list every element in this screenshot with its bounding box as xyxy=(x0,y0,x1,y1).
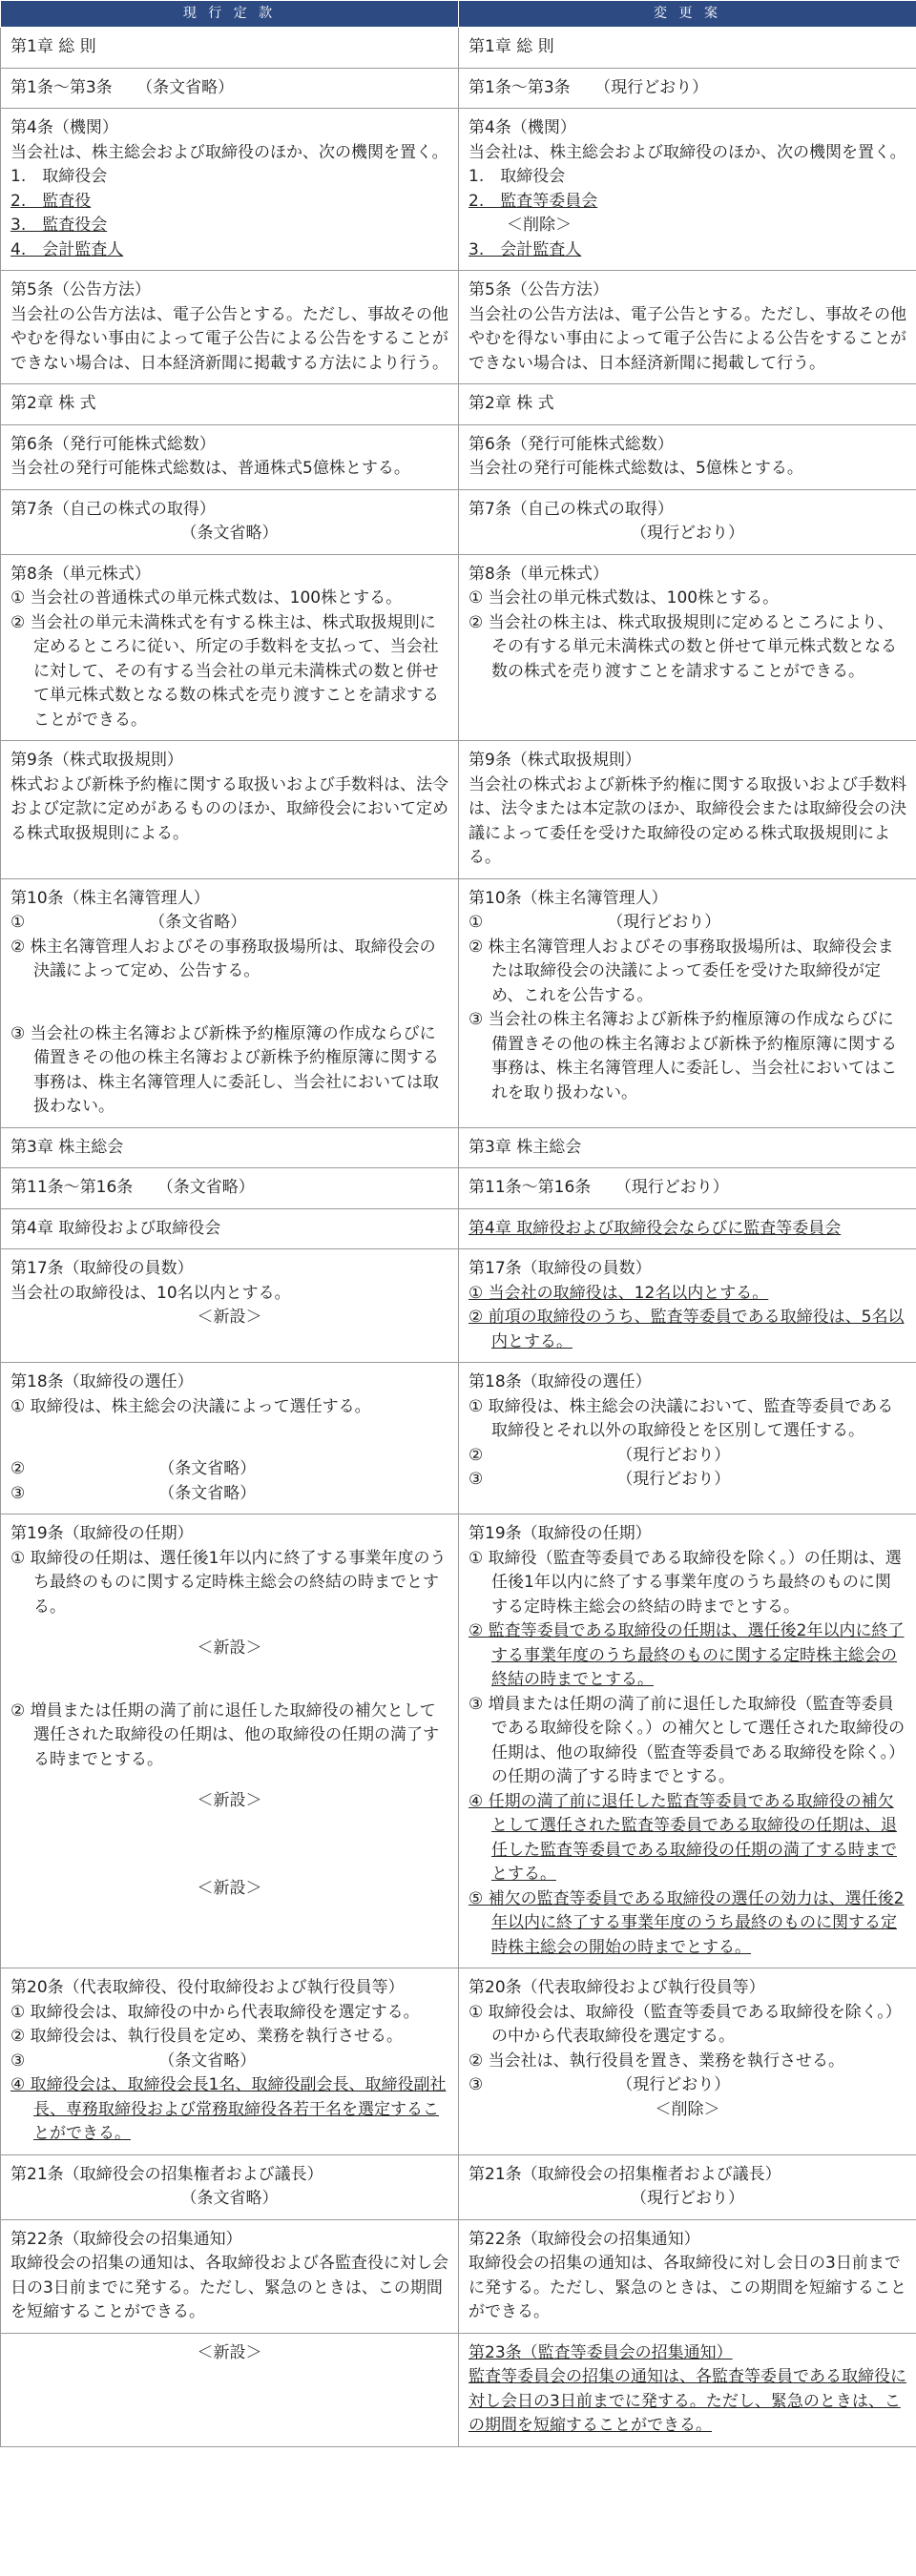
article-title: 第19条（取締役の任期） xyxy=(468,1524,652,1543)
article-title: 第18条（取締役の選任） xyxy=(10,1372,194,1391)
clause: ② 増員または任期の満了前に退任した取締役の補欠として選任された取締役の任期は、他の取締役の任期の満了する時までとする。 xyxy=(10,1700,439,1769)
omitted-marker: （条文省略） xyxy=(180,2189,279,2208)
clause-number: ① xyxy=(468,913,484,932)
article-title: 第10条（株主名簿管理人） xyxy=(10,888,210,908)
new-marker: ＜新設＞ xyxy=(197,1638,262,1658)
spacer xyxy=(10,1661,448,1700)
article-text: 当会社の株式および新株予約権に関する取扱いおよび手数料は、法令または本定款のほか、取締役会または取締役会の決議によって委任を受けた取締役の定める株式取扱規則による。 xyxy=(468,774,906,867)
article-cell xyxy=(459,2154,916,2219)
article-cell xyxy=(459,1249,916,1363)
unchanged-marker: （現行どおり） xyxy=(616,2075,731,2094)
list-item: 4. 会計監査人 xyxy=(10,239,124,259)
new-marker: ＜新設＞ xyxy=(197,1878,262,1898)
table-row xyxy=(1,384,916,425)
table-row xyxy=(1,1363,916,1515)
chapter-heading-text: 第4章 取締役および取締役会ならびに監査等委員会 xyxy=(468,1218,842,1238)
chapter-heading xyxy=(459,1208,916,1249)
unchanged-marker: （現行どおり） xyxy=(607,913,721,932)
article-title: 第19条（取締役の任期） xyxy=(10,1524,194,1543)
clause: ② 当会社の株主は、株式取扱規則に定めるところにより、その有する単元未満株式の数と併せて単元株式数となる数の株式を売り渡すことを請求することができる。 xyxy=(468,612,897,681)
clause xyxy=(468,911,906,936)
article-cell xyxy=(459,1515,916,1968)
spacer xyxy=(10,1619,448,1637)
clause-number: ③ xyxy=(468,2075,484,2094)
article-text: 第11条～第16条 （現行どおり） xyxy=(468,1178,729,1197)
table-row xyxy=(1,28,916,69)
clause: ⑤ 補欠の監査等委員である取締役の選任の効力は、選任後2年以内に終了する事業年度のうち最終のものに関する定時株主総会の開始の時までとする。 xyxy=(468,1888,905,1957)
clause-number: ① xyxy=(10,913,26,932)
clause: ② 監査等委員である取締役の任期は、選任後2年以内に終了する事業年度のうち最終のものに関する定時株主総会の終結の時までとする。 xyxy=(468,1621,905,1689)
article-cell xyxy=(459,424,916,489)
article-text: 当会社は、株主総会および取締役のほか、次の機関を置く。 xyxy=(10,142,448,162)
table-row xyxy=(1,489,916,554)
clause: ② 当会社は、執行役員を置き、業務を執行させる。 xyxy=(468,2050,844,2071)
omitted-marker: （条文省略） xyxy=(180,524,279,543)
chapter-heading: 第3章 株主総会 xyxy=(459,1127,916,1168)
clause-number: ② xyxy=(10,1459,26,1478)
clause: ② 株主名簿管理人およびその事務取扱場所は、取締役会または取締役会の決議によって委任を受けた取締役が定め、これを公告する。 xyxy=(468,937,894,1005)
article-title: 第17条（取締役の員数） xyxy=(10,1259,194,1278)
article-cell xyxy=(1,1363,459,1515)
article-text: 取締役会の招集の通知は、各取締役および各監査役に対し会日の3日前までに発する。ただし、緊急のときは、この期間を短縮することができる。 xyxy=(10,2254,448,2321)
article-title: 第20条（代表取締役、役付取締役および執行役員等） xyxy=(10,1978,405,1997)
article-title: 第23条（監査等委員会の招集通知） xyxy=(468,2342,733,2362)
clause: ③ 当会社の株主名簿および新株予約権原簿の作成ならびに備置きその他の株主名簿および新株予約権原簿に関する事務は、株主名簿管理人に委託し、当会社においては取扱わない。 xyxy=(10,1023,439,1116)
header-current: 現 行 定 款 xyxy=(1,1,459,28)
article-cell xyxy=(1,2154,459,2219)
new-marker: ＜新設＞ xyxy=(197,2342,262,2362)
clause xyxy=(468,1444,906,1469)
clause: ① 当会社の普通株式の単元株式数は、100株とする。 xyxy=(10,588,403,608)
spacer xyxy=(10,984,448,1022)
article-title: 第21条（取締役会の招集権者および議長） xyxy=(10,2164,323,2184)
spacer xyxy=(10,1772,448,1789)
table-row xyxy=(1,271,916,384)
unchanged-marker: （現行どおり） xyxy=(631,524,744,543)
omitted-marker: （条文省略） xyxy=(158,1483,257,1503)
table-row xyxy=(1,1168,916,1209)
article-title: 第5条（公告方法） xyxy=(468,280,609,299)
article-title: 第18条（取締役の選任） xyxy=(468,1372,652,1391)
clause xyxy=(468,2073,906,2098)
unchanged-marker: （現行どおり） xyxy=(631,2189,744,2208)
article-cell xyxy=(459,2333,916,2446)
unchanged-marker: （現行どおり） xyxy=(616,1445,731,1465)
article-cell xyxy=(459,68,916,109)
article-title: 第7条（自己の株式の取得） xyxy=(468,499,674,519)
article-text: 当会社の取締役は、10名以内とする。 xyxy=(10,1283,291,1303)
list-item: 2. 監査役 xyxy=(10,191,92,211)
article-title: 第8条（単元株式） xyxy=(10,564,151,584)
chapter-heading: 第2章 株 式 xyxy=(1,384,459,425)
article-text: 監査等委員会の招集の通知は、各監査等委員である取締役に対し会日の3日前までに発する。ただし、緊急のときは、この期間を短縮することができる。 xyxy=(468,2367,906,2435)
clause: ① 取締役は、株主総会の決議において、監査等委員である取締役とそれ以外の取締役とを区別して選任する。 xyxy=(468,1396,894,1440)
table-row xyxy=(1,2333,916,2446)
article-cell xyxy=(1,1515,459,1968)
clause-number: ③ xyxy=(10,2050,26,2071)
table-row xyxy=(1,1208,916,1249)
chapter-heading: 第4章 取締役および取締役会 xyxy=(1,1208,459,1249)
article-title: 第22条（取締役会の招集通知） xyxy=(468,2229,700,2249)
list-item: 2. 監査等委員会 xyxy=(468,191,598,211)
header-proposed: 変 更 案 xyxy=(459,1,916,28)
chapter-heading: 第2章 株 式 xyxy=(459,384,916,425)
article-cell xyxy=(459,109,916,271)
article-title: 第4条（機関） xyxy=(10,118,118,137)
article-text: 第11条～第16条 （条文省略） xyxy=(10,1178,255,1197)
article-text: 取締役会の招集の通知は、各取締役に対し会日の3日前までに発する。ただし、緊急のときは、この期間を短縮することができる。 xyxy=(468,2254,906,2321)
article-cell xyxy=(1,2219,459,2333)
article-cell xyxy=(459,1168,916,1209)
clause: ④ 取締役会は、取締役会長1名、取締役副会長、取締役副社長、専務取締役および常務取締役各若干名を選定することができる。 xyxy=(10,2075,447,2143)
article-cell xyxy=(1,2333,459,2446)
clause xyxy=(10,2050,448,2074)
table-row xyxy=(1,878,916,1127)
table-row xyxy=(1,1968,916,2155)
clause: ① 取締役会は、取締役の中から代表取締役を選定する。 xyxy=(10,2002,420,2022)
table-row xyxy=(1,109,916,271)
article-title: 第20条（代表取締役および執行役員等） xyxy=(468,1978,765,1997)
chapter-heading: 第1章 総 則 xyxy=(1,28,459,69)
article-cell xyxy=(459,1968,916,2155)
table-row xyxy=(1,2219,916,2333)
deleted-marker: ＜削除＞ xyxy=(655,2099,720,2119)
article-text: 当会社の発行可能株式総数は、普通株式5億株とする。 xyxy=(10,459,410,478)
article-text: 株式および新株予約権に関する取扱いおよび手数料は、法令および定款に定めがあるもののほか、取締役会において定める株式取扱規則による。 xyxy=(10,774,448,843)
article-text: 当会社の発行可能株式総数は、5億株とする。 xyxy=(468,459,803,478)
clause: ② 前項の取締役のうち、監査等委員である取締役は、5名以内とする。 xyxy=(468,1308,905,1351)
article-cell xyxy=(1,878,459,1127)
clause: ① 取締役の任期は、選任後1年以内に終了する事業年度のうち最終のものに関する定時株主総会の終結の時までとする。 xyxy=(10,1548,447,1617)
article-cell xyxy=(1,1249,459,1363)
omitted-marker: （条文省略） xyxy=(149,913,247,932)
article-cell xyxy=(1,741,459,879)
article-title: 第8条（単元株式） xyxy=(468,564,609,584)
article-cell xyxy=(459,554,916,741)
table-row xyxy=(1,424,916,489)
article-title: 第5条（公告方法） xyxy=(10,280,151,299)
clause: ① 取締役会は、取締役（監査等委員である取締役を除く。）の中から代表取締役を選定する。 xyxy=(468,2002,902,2046)
spacer xyxy=(10,1814,448,1877)
table-header-row xyxy=(1,1,916,28)
article-title: 第9条（株式取扱規則） xyxy=(468,751,641,770)
article-title: 第10条（株主名簿管理人） xyxy=(468,888,668,908)
article-cell xyxy=(459,271,916,384)
clause: ① 当会社の単元株式数は、100株とする。 xyxy=(468,588,780,608)
clause: ③ 増員または任期の満了前に退任した取締役（監査等委員である取締役を除く。）の補欠として選任された取締役の任期は、他の取締役（監査等委員である取締役を除く。）の任期の満了する時までとする。 xyxy=(468,1694,906,1786)
list-item: 1. 取締役会 xyxy=(10,167,108,186)
table-row xyxy=(1,554,916,741)
table-row xyxy=(1,68,916,109)
table-row xyxy=(1,1249,916,1363)
article-text: 第1条～第3条 （条文省略） xyxy=(10,77,235,97)
list-item: 1. 取締役会 xyxy=(468,167,566,186)
article-cell xyxy=(1,1168,459,1209)
list-item: 3. 監査役会 xyxy=(10,216,108,235)
omitted-marker: （条文省略） xyxy=(158,1459,257,1478)
spacer xyxy=(10,1419,448,1457)
clause-number: ② xyxy=(468,1445,484,1465)
table-row xyxy=(1,741,916,879)
article-text: 第1条～第3条 （現行どおり） xyxy=(468,77,709,97)
article-cell xyxy=(1,424,459,489)
clause: ③ 当会社の株主名簿および新株予約権原簿の作成ならびに備置きその他の株主名簿および新株予約権原簿に関する事務は、株主名簿管理人に委託し、当会社においてはこれを取り扱わない。 xyxy=(468,1010,897,1103)
article-cell xyxy=(459,489,916,554)
clause xyxy=(468,1468,906,1493)
clause: ① 当会社の取締役は、12名以内とする。 xyxy=(468,1283,769,1303)
article-title: 第22条（取締役会の招集通知） xyxy=(10,2229,242,2249)
clause xyxy=(10,911,448,936)
clause: ④ 任期の満了前に退任した監査等委員である取締役の補欠として選任された監査等委員である取締役の任期は、退任した監査等委員である取締役の任期の満了する時までとする。 xyxy=(468,1791,897,1884)
table-row xyxy=(1,2154,916,2219)
new-marker: ＜新設＞ xyxy=(197,1308,262,1327)
article-text: 当会社の公告方法は、電子公告とする。ただし、事故その他やむを得ない事由によって電子公告による公告をすることができない場合は、日本経済新聞に掲載する方法により行う。 xyxy=(10,304,448,373)
article-title: 第9条（株式取扱規則） xyxy=(10,751,183,770)
article-title: 第6条（発行可能株式総数） xyxy=(468,434,674,454)
article-cell xyxy=(459,2219,916,2333)
article-cell xyxy=(1,271,459,384)
article-cell xyxy=(1,68,459,109)
clause xyxy=(10,1482,448,1507)
clause-number: ③ xyxy=(468,1470,484,1489)
clause: ① 取締役は、株主総会の決議によって選任する。 xyxy=(10,1396,371,1416)
table-row xyxy=(1,1515,916,1968)
chapter-heading: 第1章 総 則 xyxy=(459,28,916,69)
article-cell xyxy=(1,1968,459,2155)
deleted-marker: ＜削除＞ xyxy=(507,216,572,235)
list-item: 3. 会計監査人 xyxy=(468,239,582,259)
article-cell xyxy=(1,489,459,554)
clause: ① 取締役（監査等委員である取締役を除く。）の任期は、選任後1年以内に終了する事業年度のうち最終のものに関する定時株主総会の終結の時までとする。 xyxy=(468,1548,902,1617)
clause: ② 株主名簿管理人およびその事務取扱場所は、取締役会の決議によって定め、公告する。 xyxy=(10,937,436,980)
article-cell xyxy=(1,109,459,271)
clause: ② 取締役会は、執行役員を定め、業務を執行させる。 xyxy=(10,2027,403,2046)
new-marker: ＜新設＞ xyxy=(197,1791,262,1810)
article-title: 第6条（発行可能株式総数） xyxy=(10,434,216,454)
clause xyxy=(10,1457,448,1482)
article-cell xyxy=(459,878,916,1127)
chapter-heading: 第3章 株主総会 xyxy=(1,1127,459,1168)
article-cell xyxy=(459,1363,916,1515)
article-text: 当会社は、株主総会および取締役のほか、次の機関を置く。 xyxy=(468,142,906,162)
article-title: 第17条（取締役の員数） xyxy=(468,1259,652,1278)
article-text: 当会社の公告方法は、電子公告とする。ただし、事故その他やむを得ない事由によって電子公告による公告をすることができない場合は、日本経済新聞に掲載して行う。 xyxy=(468,304,906,373)
article-cell xyxy=(459,741,916,879)
article-cell xyxy=(1,554,459,741)
article-title: 第21条（取締役会の招集権者および議長） xyxy=(468,2164,781,2184)
clause: ② 当会社の単元未満株式を有する株主は、株式取扱規則に定めるところに従い、所定の手数料を支払って、当会社に対して、その有する当会社の単元未満株式の数と併せて単元株式数となる数の株式を売り渡すことを請求することができる。 xyxy=(10,612,439,730)
clause-number: ③ xyxy=(10,1483,26,1503)
table-row xyxy=(1,1127,916,1168)
article-title: 第7条（自己の株式の取得） xyxy=(10,499,216,519)
unchanged-marker: （現行どおり） xyxy=(616,1470,731,1489)
omitted-marker: （条文省略） xyxy=(158,2050,257,2071)
article-title: 第4条（機関） xyxy=(468,118,576,137)
